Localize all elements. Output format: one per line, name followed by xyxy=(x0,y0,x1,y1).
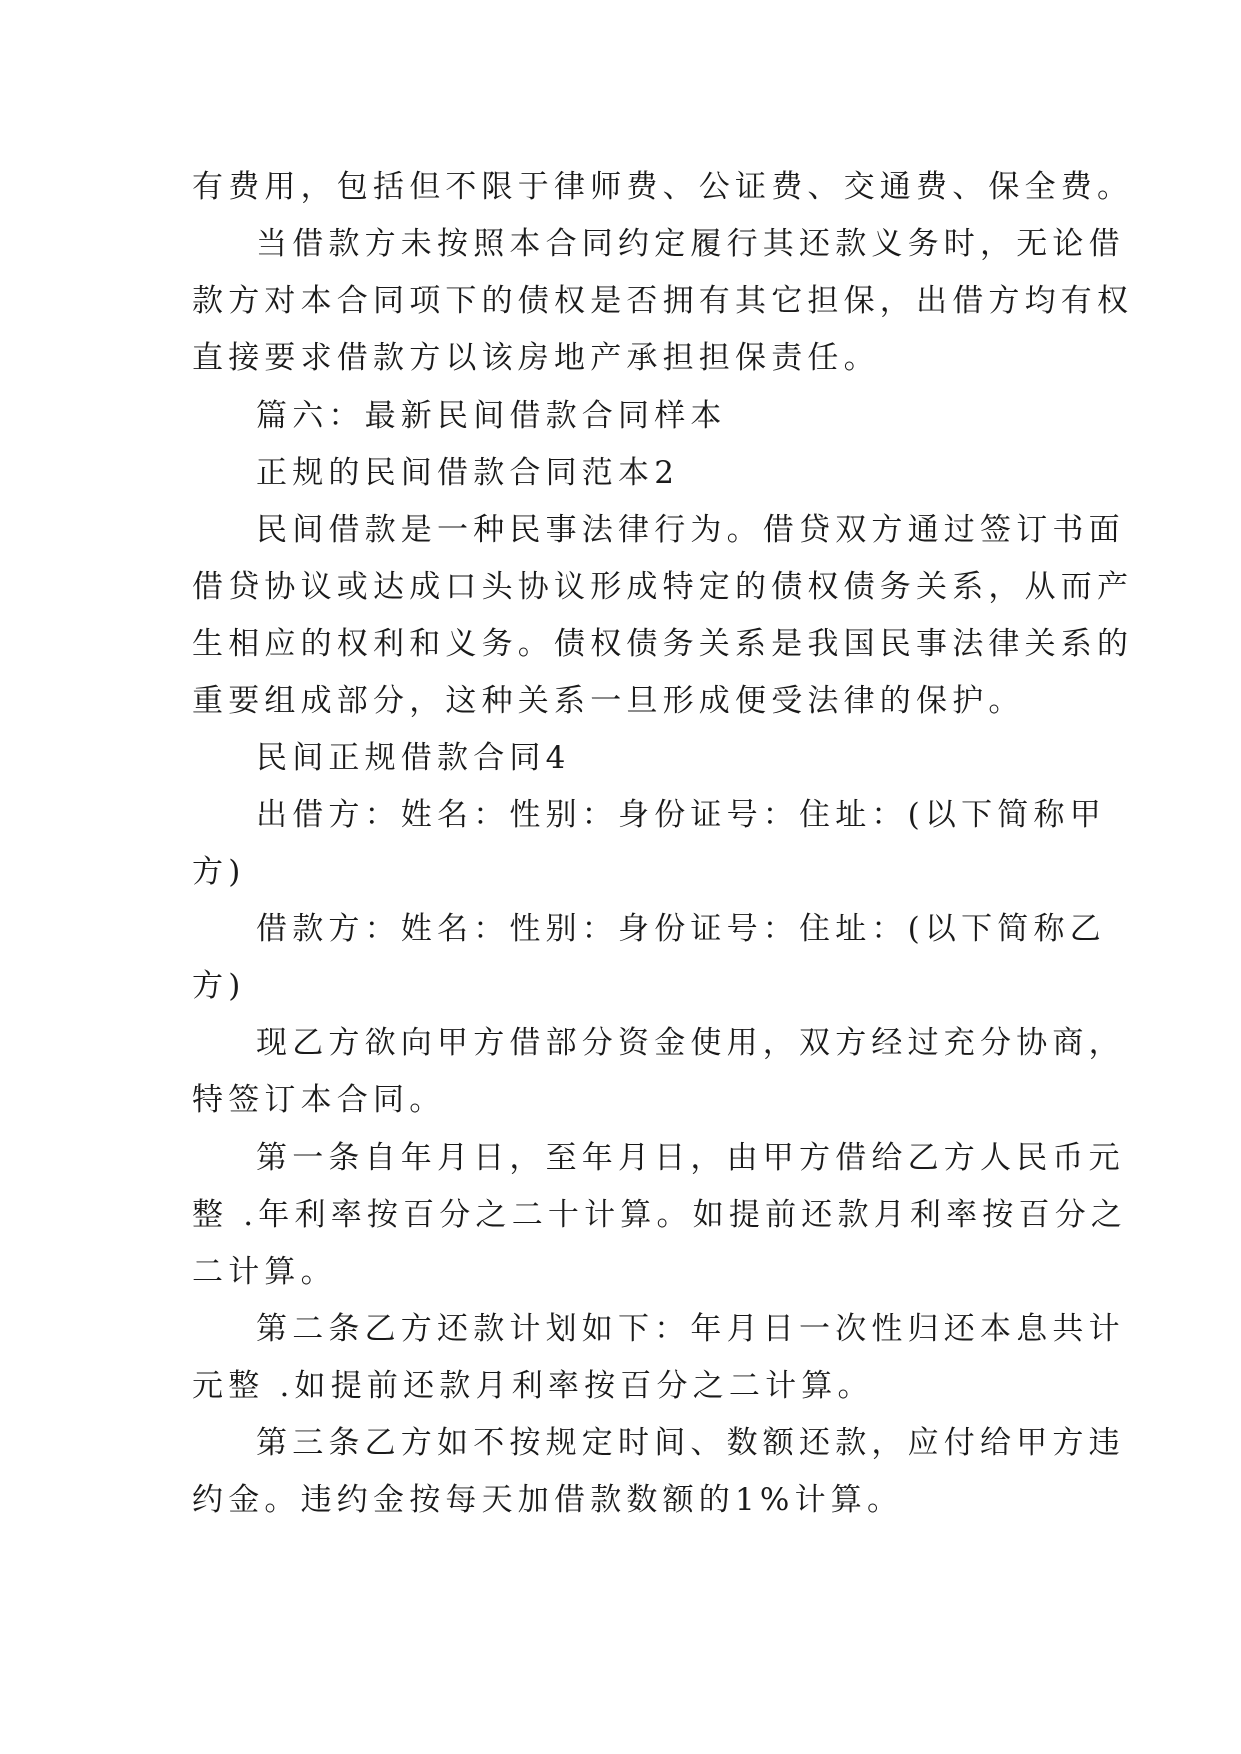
text-line: 生相应的权利和义务。债权债务关系是我国民事法律关系的 xyxy=(192,626,1134,662)
text-line: 借贷协议或达成口头协议形成特定的债权债务关系，从而产 xyxy=(192,569,1134,605)
text-line: 元整 .如提前还款月利率按百分之二计算。 xyxy=(192,1368,874,1404)
text-line: 现乙方欲向甲方借部分资金使用，双方经过充分协商， xyxy=(256,1025,1125,1061)
text-line: 方) xyxy=(192,854,246,890)
article-1-line: 第一条自年月日，至年月日，由甲方借给乙方人民币元 xyxy=(256,1140,1125,1176)
text-line: 款方对本合同项下的债权是否拥有其它担保，出借方均有权 xyxy=(192,283,1134,319)
text-line: 民间借款是一种民事法律行为。借贷双方通过签订书面 xyxy=(256,512,1125,548)
subheading: 民间正规借款合同4 xyxy=(256,740,571,776)
section-heading: 篇六：最新民间借款合同样本 xyxy=(256,398,727,434)
text-line: 约金。违约金按每天加借款数额的1%计算。 xyxy=(192,1482,904,1518)
text-line: 特签订本合同。 xyxy=(192,1082,446,1118)
text-line: 直接要求借款方以该房地产承担担保责任。 xyxy=(192,340,880,376)
lender-info-line: 出借方：姓名：性别：身份证号：住址：(以下简称甲 xyxy=(256,797,1106,833)
subheading: 正规的民间借款合同范本2 xyxy=(256,455,680,491)
text-line: 当借款方未按照本合同约定履行其还款义务时，无论借 xyxy=(256,226,1125,262)
article-3-line: 第三条乙方如不按规定时间、数额还款，应付给甲方违 xyxy=(256,1425,1125,1461)
borrower-info-line: 借款方：姓名：性别：身份证号：住址：(以下简称乙 xyxy=(256,911,1106,947)
text-line: 有费用，包括但不限于律师费、公证费、交通费、保全费。 xyxy=(192,169,1134,205)
text-line: 二计算。 xyxy=(192,1254,337,1290)
text-line: 整 .年利率按百分之二十计算。如提前还款月利率按百分之 xyxy=(192,1197,1128,1233)
article-2-line: 第二条乙方还款计划如下：年月日一次性归还本息共计 xyxy=(256,1311,1125,1347)
text-line: 方) xyxy=(192,968,246,1004)
text-line: 重要组成部分，这种关系一旦形成便受法律的保护。 xyxy=(192,683,1025,719)
